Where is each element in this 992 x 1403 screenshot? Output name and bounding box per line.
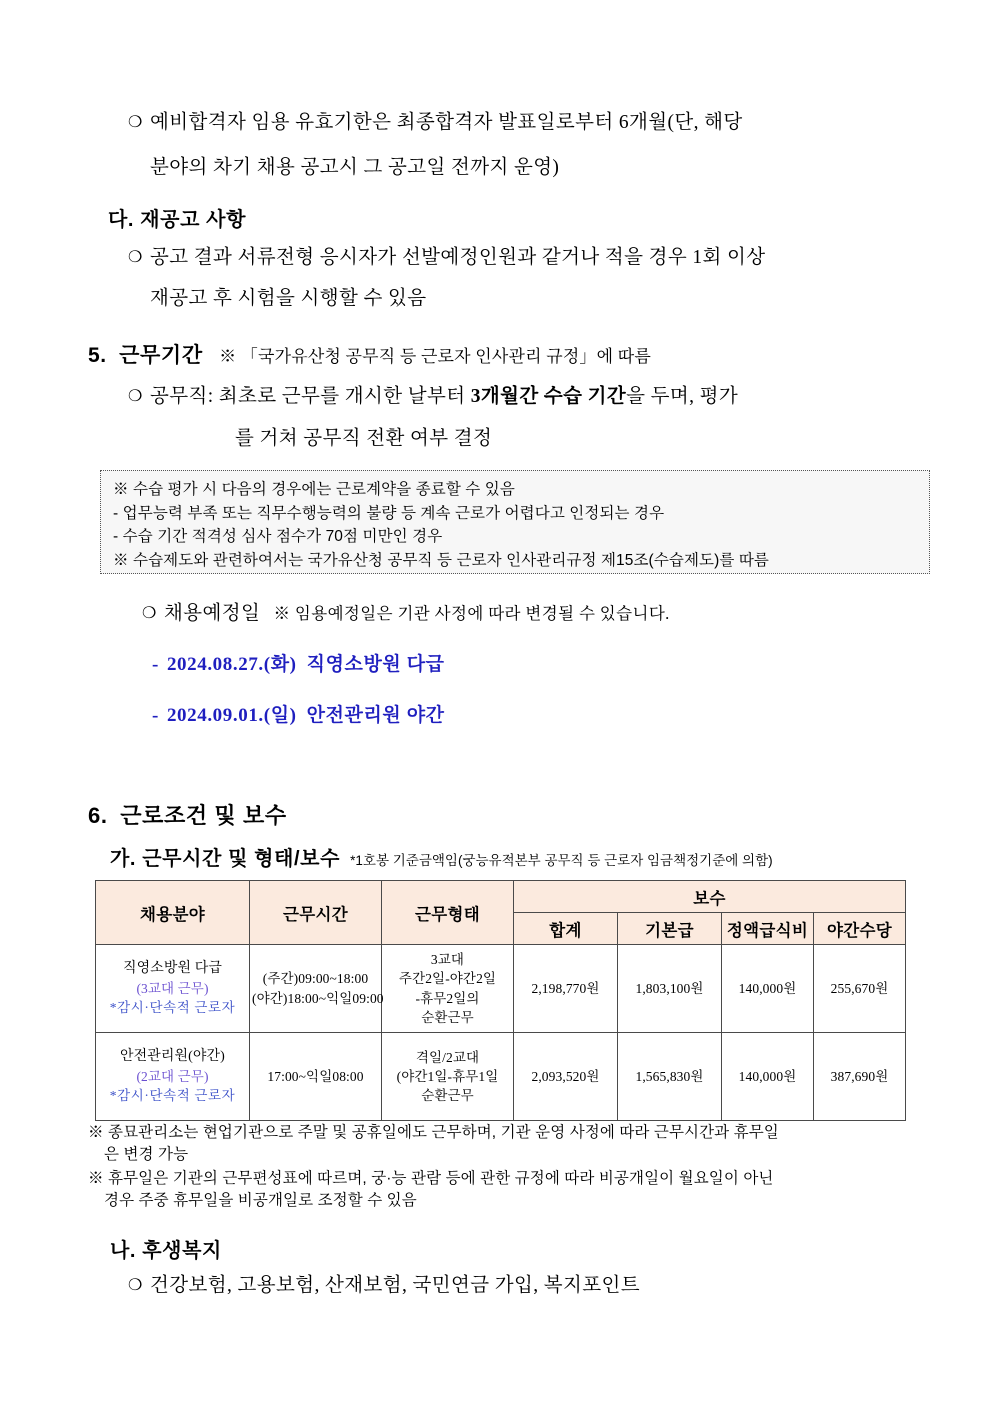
- note-line-4: ※ 수습제도와 관련하여서는 국가유산청 공무직 등 근로자 인사관리규정 제15조(수습제도)를 따름: [113, 551, 769, 569]
- col-header-pay-group: 보수: [514, 881, 906, 913]
- subheading-6a-note: *1호봉 기준금액임(궁능유적본부 공무직 등 근로자 임금책정기준에 의함): [350, 853, 773, 868]
- section-5-title: 근무기간: [119, 344, 203, 367]
- workform-line-1: 격일/2교대: [415, 1049, 480, 1065]
- bullet-hire-date: [142, 601, 922, 626]
- bullet-icon: ❍: [142, 603, 157, 622]
- workform-line-3: 순환근무: [421, 1088, 474, 1104]
- footnote-1-line-1: ※ 종묘관리소는 현업기관으로 주말 및 공휴일에도 근무하며, 기관 운영 사정에 따라 근무시간과 휴무일: [88, 1124, 779, 1141]
- workform-line-3: -휴무2일의: [415, 990, 480, 1006]
- bullet-welfare-items: [128, 1273, 928, 1298]
- note-line-1: ※ 수습 평가 시 다음의 경우에는 근로계약을 종료할 수 있음: [113, 481, 515, 498]
- field-name: 직영소방원 다급: [123, 961, 222, 977]
- col-header-workform: 근무형태: [382, 881, 514, 945]
- subheading-6b-welfare: [110, 1234, 222, 1263]
- section-5-note: ※ 「국가유산청 공무직 등 근로자 인사관리 규정」에 따름: [219, 347, 651, 366]
- dash-mark: -: [152, 654, 159, 675]
- cell-base-1: 1,803,100원: [618, 945, 722, 1033]
- section-5-number: 5.: [88, 344, 107, 367]
- probation-text-c: 을 두며, 평가: [626, 386, 739, 407]
- section-5-heading: [88, 339, 651, 369]
- cell-field-1: [96, 945, 250, 1033]
- cell-meal-2: 140,000원: [722, 1033, 814, 1121]
- hire-date-job: 안전관리원 야간: [306, 705, 445, 726]
- worktime-line-2: (야간)18:00~익일09:00: [252, 990, 384, 1006]
- note-line-3: - 수습 기간 적격성 심사 점수가 70점 미만인 경우: [113, 528, 443, 546]
- field-name: 안전관리원(야간): [120, 1049, 225, 1065]
- subheading-6b-label: 나. 후생복지: [110, 1240, 222, 1262]
- bullet-text-continued: 분야의 차기 채용 공고시 그 공고일 전까지 운영): [150, 157, 560, 178]
- hire-date-note: ※ 임용예정일은 기관 사정에 따라 변경될 수 있습니다.: [273, 604, 670, 623]
- table-row: [96, 945, 906, 1033]
- cell-meal-1: 140,000원: [722, 945, 814, 1033]
- cell-field-2: [96, 1033, 250, 1121]
- bullet-text: [164, 601, 922, 626]
- table-footnote-2: [88, 1168, 928, 1212]
- subheading-da-label: 다. 재공고 사항: [108, 209, 246, 231]
- worktime-line-1: 17:00~익일08:00: [267, 1068, 364, 1084]
- bullet-text-continued: 를 거쳐 공무직 전환 여부 결정: [235, 428, 493, 449]
- worktime-line-1: (주간)09:00~18:00: [262, 971, 369, 987]
- bullet-text: 건강보험, 고용보험, 산재보험, 국민연금 가입, 복지포인트: [150, 1275, 640, 1296]
- col-header-field: 채용분야: [96, 881, 250, 945]
- cell-worktime-1: [250, 945, 382, 1033]
- field-shift: (2교대 근무): [136, 1069, 209, 1085]
- footnote-1-line-2: 은 변경 가능: [104, 1146, 189, 1163]
- cell-base-2: 1,565,830원: [618, 1033, 722, 1121]
- bullet-repost-condition-cont: [128, 286, 940, 311]
- subheading-6a-worktime: [110, 842, 773, 871]
- bullet-repost-condition: [128, 245, 918, 270]
- bullet-icon: ❍: [128, 112, 143, 131]
- bullet-icon: ❍: [128, 247, 143, 266]
- hire-date-job: 직영소방원 다급: [306, 654, 445, 675]
- subheading-6a-label: 가. 근무시간 및 형태/보수: [110, 848, 340, 870]
- col-header-total: 합계: [514, 913, 618, 945]
- cell-total-1: 2,198,770원: [514, 945, 618, 1033]
- table-footnote-1: [88, 1122, 928, 1166]
- section-6-title: 근로조건 및 보수: [120, 803, 287, 828]
- hire-date-row-2: [152, 700, 445, 727]
- hire-date-row-1: [152, 649, 445, 676]
- field-watch: *감시·단속적 근로자: [109, 1000, 236, 1016]
- workform-line-4: 순환근무: [421, 1009, 474, 1025]
- bullet-icon: ❍: [128, 386, 143, 405]
- workform-line-2: (야간1일-휴무1일: [396, 1068, 499, 1084]
- bullet-probation-cont: [235, 426, 935, 451]
- hire-date-label: 채용예정일: [164, 603, 261, 624]
- cell-worktime-2: [250, 1033, 382, 1121]
- bullet-preliminary-validity: [128, 110, 918, 135]
- cell-total-2: 2,093,520원: [514, 1033, 618, 1121]
- section-6-number: 6.: [88, 803, 108, 828]
- col-header-night: 야간수당: [814, 913, 906, 945]
- col-header-meal: 정액급식비: [722, 913, 814, 945]
- bullet-text: 공고 결과 서류전형 응시자가 선발예정인원과 같거나 적을 경우 1회 이상: [150, 247, 766, 268]
- pay-conditions-table: [95, 880, 906, 1121]
- cell-night-1: 255,670원: [814, 945, 906, 1033]
- workform-line-1: 3교대: [430, 952, 465, 968]
- workform-line-2: 주간2일-야간2일: [398, 971, 497, 987]
- bullet-text-continued: 재공고 후 시험을 시행할 수 있음: [150, 288, 427, 309]
- bullet-preliminary-validity-cont: [128, 155, 940, 180]
- probation-text-a: 공무직: 최초로 근무를 개시한 날부터: [150, 386, 471, 407]
- bullet-probation: [128, 384, 928, 409]
- footnote-2-line-2: 경우 주중 휴무일을 비공개일로 조정할 수 있음: [104, 1192, 417, 1209]
- cell-night-2: 387,690원: [814, 1033, 906, 1121]
- note-line-2: - 업무능력 부족 또는 직무수행능력의 불량 등 계속 근로가 어렵다고 인정되는 경우: [113, 504, 665, 522]
- footnote-2-line-1: ※ 휴무일은 기관의 근무편성표에 따르며, 궁·능 관람 등에 관한 규정에 따라 비공개일이 월요일이 아닌: [88, 1170, 774, 1187]
- bullet-icon: ❍: [128, 1275, 143, 1294]
- cell-workform-1: [382, 945, 514, 1033]
- probation-note-box: [100, 470, 930, 574]
- hire-date-value: 2024.08.27.(화): [166, 654, 297, 675]
- hire-date-value: 2024.09.01.(일): [166, 705, 297, 726]
- cell-workform-2: [382, 1033, 514, 1121]
- subheading-da-repost: [108, 203, 246, 232]
- bullet-text: [150, 384, 928, 409]
- field-shift: (3교대 근무): [136, 981, 209, 997]
- bullet-text: 예비합격자 임용 유효기한은 최종합격자 발표일로부터 6개월(단, 해당: [150, 112, 743, 133]
- table-row: [96, 1033, 906, 1121]
- section-6-heading: [88, 799, 287, 830]
- col-header-worktime: 근무시간: [250, 881, 382, 945]
- col-header-base: 기본급: [618, 913, 722, 945]
- dash-mark: -: [152, 705, 159, 726]
- table-header-row-1: [96, 881, 906, 913]
- probation-text-bold: 3개월간 수습 기간: [470, 386, 627, 407]
- field-watch: *감시·단속적 근로자: [109, 1088, 236, 1104]
